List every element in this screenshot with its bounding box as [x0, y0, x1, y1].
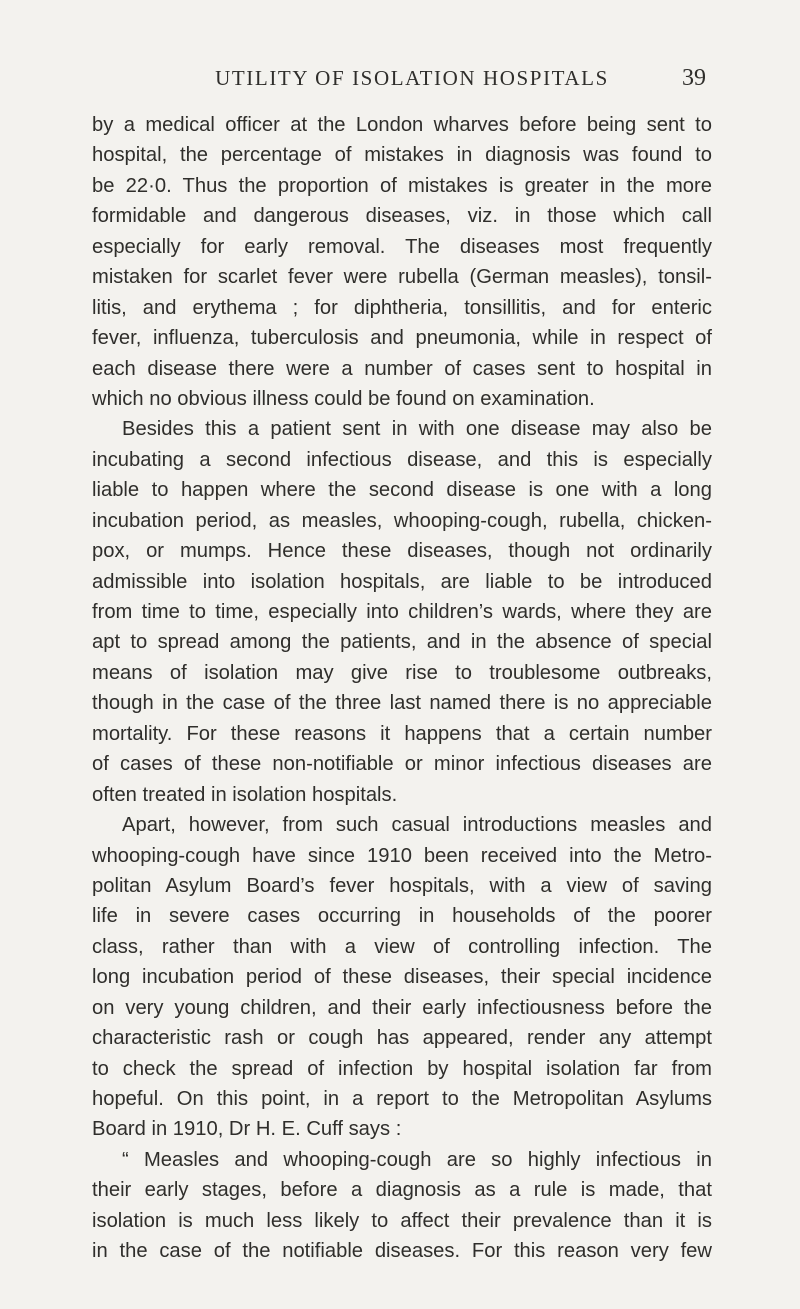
text-line: litis, and erythema ; for diphtheria, tonsillitis, and for enteric [92, 296, 712, 319]
text-line: to check the spread of infection by hospital isolation far from [92, 1057, 712, 1080]
text-line: Board in 1910, Dr H. E. Cuff says : [92, 1118, 402, 1141]
text-line: pox, or mumps. Hence these diseases, though not ordinarily [92, 540, 712, 563]
text-line: hopeful. On this point, in a report to the Metropolitan Asylums [92, 1088, 712, 1110]
text-line: Besides this a patient sent in with one disease may also be [122, 418, 712, 441]
text-line: which no obvious illness could be found on examination. [92, 387, 595, 410]
text-line: hospital, the percentage of mistakes in diagnosis was found to [92, 144, 712, 167]
text-line: politan Asylum Board’s fever hospitals, with a view of saving [92, 874, 712, 897]
text-line: incubating a second infectious disease, and this is especially [92, 448, 712, 471]
text-line: mortality. For these reasons it happens that a certain number [92, 722, 712, 745]
text-line: long incubation period of these diseases, their special incidence [92, 966, 712, 989]
page-number: 39 [682, 65, 706, 91]
text-line: life in severe cases occurring in households of the poorer [92, 905, 712, 928]
text-line: apt to spread among the patients, and in the absence of special [92, 631, 712, 654]
text-line: characteristic rash or cough has appeared, render any attempt [92, 1027, 712, 1050]
running-header [118, 62, 706, 94]
text-line: means of isolation may give rise to troublesome outbreaks, [92, 661, 712, 684]
text-line: be 22·0. Thus the proportion of mistakes is greater in the more [92, 174, 712, 197]
text-line: on very young children, and their early infectiousness before the [92, 996, 712, 1019]
text-line: whooping-cough have since 1910 been received into the Metro- [92, 844, 712, 867]
text-line: formidable and dangerous diseases, viz. in those which call [92, 205, 712, 228]
text-line: each disease there were a number of cases sent to hospital in [92, 357, 712, 380]
text-line: fever, influenza, tuberculosis and pneumonia, while in respect of [92, 327, 712, 350]
text-line: isolation is much less likely to affect their prevalence than it is [92, 1209, 712, 1232]
text-line: their early stages, before a diagnosis as a rule is made, that [92, 1179, 712, 1202]
text-line: of cases of these non-notifiable or minor infectious diseases are [92, 753, 712, 776]
text-line: mistaken for scarlet fever were rubella (German measles), tonsil- [92, 266, 712, 289]
text-line: incubation period, as measles, whooping-cough, rubella, chicken- [92, 509, 712, 532]
body-text [92, 110, 712, 1267]
text-line: “ Measles and whooping-cough are so highly infectious in [122, 1148, 712, 1171]
text-line: class, rather than with a view of controlling infection. The [92, 935, 712, 958]
text-line: especially for early removal. The diseases most frequently [92, 235, 712, 258]
text-line: in the case of the notifiable diseases. For this reason very few [92, 1240, 712, 1263]
text-line: though in the case of the three last named there is no appreciable [92, 692, 712, 715]
text-line: from time to time, especially into children’s wards, where they are [92, 601, 712, 623]
text-line: often treated in isolation hospitals. [92, 783, 398, 806]
text-line: by a medical officer at the London wharves before being sent to [92, 114, 712, 136]
text-line: liable to happen where the second disease is one with a long [92, 479, 712, 502]
running-title: UTILITY OF ISOLATION HOSPITALS [215, 66, 609, 90]
text-line: Apart, however, from such casual introductions measles and [122, 814, 712, 837]
text-line: admissible into isolation hospitals, are liable to be introduced [92, 570, 712, 593]
